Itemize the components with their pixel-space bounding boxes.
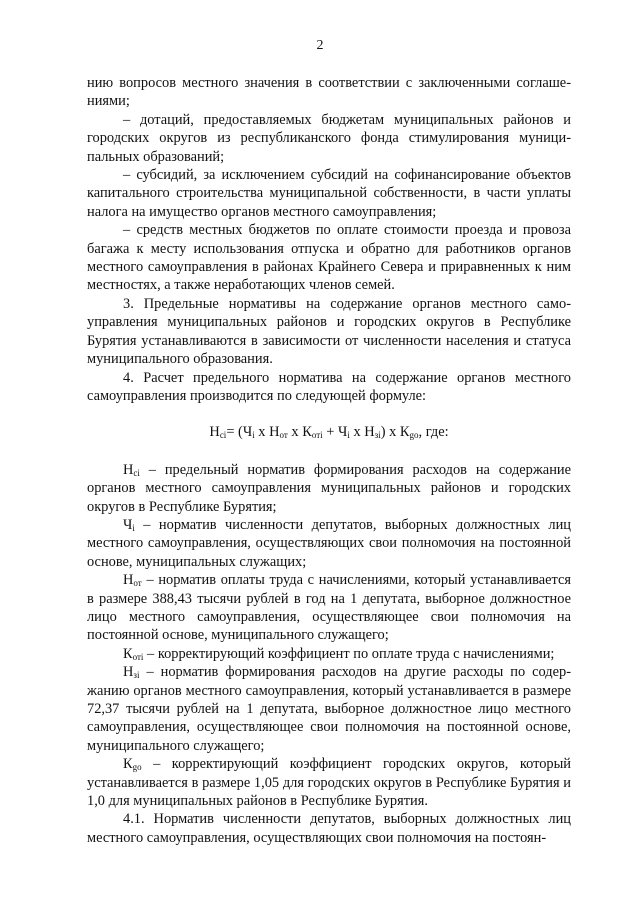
- definition-symbol: Н: [123, 572, 134, 589]
- formula-h3: Н: [364, 424, 375, 441]
- formula-sub-oti: отi: [311, 430, 323, 441]
- formula-k: К: [302, 424, 312, 441]
- formula-close: ): [380, 424, 386, 441]
- definition-subscript: i: [132, 522, 135, 533]
- definition-text: – корректирующий коэффициент городских округов, который устанавливается в размере 1,05 для городских округов в Республике Бурятия и 1,0 для муниципальных районов в Республике Бурятия.: [87, 756, 571, 810]
- definition-not: [87, 571, 571, 645]
- formula-times-4: х: [385, 424, 400, 441]
- definition-nzi: [87, 663, 571, 755]
- formula-sub-i2: i: [347, 430, 350, 441]
- formula-sub-zi: зi: [374, 430, 381, 441]
- formula-h: Н: [209, 424, 220, 441]
- definition-text: – норматив формирования расходов на другие расходы по содержанию органов местного самоуправления, который устанавливается в размере 72,37 тысячи рублей на 1 депутата, выборное должностное лицо местного самоуправления, осуществляющее свои полномочия на постоянной основе, муниципального служащего;: [87, 664, 571, 754]
- definition-text: – норматив численности депутатов, выборных должностных лиц местного самоуправления, осуществляющих свои полномочия на постоянной основе, муниципальных служащих;: [87, 516, 571, 570]
- definition-text: – предельный норматив формирования расходов на содержание органов местного самоуправления муниципальных районов и городских округов в Республике Бурятия;: [87, 461, 571, 515]
- formula-k2: К: [399, 424, 410, 441]
- definition-nci: [87, 461, 571, 516]
- paragraph-travel-expenses: – средств местных бюджетов по оплате стоимости проезда и провоза багажа к месту использования отпуска и обратно для работников органов местного самоуправления в районах Крайнего Севера и приравненных к ним местностях, а также неработающих членов семей.: [87, 222, 571, 294]
- paragraph-subsidies-capital: – субсидий, за исключением субсидий на софинансирование объектов капитального строительства муниципальной собственности, в части уплаты налога на имущество органов местного самоуправления;: [87, 167, 571, 220]
- formula-ch: Ч: [242, 424, 253, 441]
- definition-subscript: от: [133, 578, 142, 589]
- definition-text: – норматив оплаты труда с начислениями, который устанавливается в размере 388,43 тысячи рублей в год на 1 депутата, выборное должностное лицо местного самоуправления, осуществляющее свои полномочия на постоянной основе, муниципального служащего;: [87, 572, 571, 644]
- definition-symbol: Н: [123, 664, 134, 681]
- definition-symbol: К: [123, 645, 133, 662]
- definition-subscript: отi: [132, 651, 144, 662]
- definition-text: – корректирующий коэффициент по оплате труда с начислениями;: [143, 645, 555, 662]
- page-number: 2: [316, 38, 324, 53]
- formula-sub-ci: ci: [219, 430, 227, 441]
- formula-sub-i: i: [252, 430, 255, 441]
- formula-eq: = (: [226, 424, 243, 441]
- formula-h2: Н: [269, 424, 280, 441]
- formula-times-2: х: [287, 424, 303, 441]
- formula-times-1: х: [254, 424, 270, 441]
- definition-subscript: go: [132, 762, 142, 773]
- paragraph-continuation: нию вопросов местного значения в соответствии с заключенными соглашениями;: [87, 75, 571, 110]
- formula-tail: , где:: [418, 424, 449, 441]
- document-body: [87, 74, 571, 847]
- paragraph-item-4: 4. Расчет предельного норматива на содержание органов местного самоуправления производится по следующей формуле:: [87, 369, 571, 404]
- definition-koti: [87, 645, 571, 663]
- formula-times-3: х: [349, 424, 365, 441]
- definition-subscript: ci: [133, 467, 140, 478]
- formula-ch2: Ч: [337, 424, 348, 441]
- formula-plus: +: [322, 424, 338, 441]
- definition-symbol: Ч: [123, 516, 133, 533]
- formula-sub-ot: от: [279, 430, 288, 441]
- formula-sub-go: go: [409, 430, 419, 441]
- formula: [87, 423, 571, 441]
- paragraph-item-3: 3. Предельные нормативы на содержание органов местного самоуправления муниципальных районов и городских округов в Республике Бурятия устанавливаются в зависимости от численности населения и статуса муниципального образования.: [87, 295, 571, 368]
- paragraph-subsidies-dotations: – дотаций, предоставляемых бюджетам муниципальных районов и городских округов из республиканского фонда стимулирования муниципальных образований;: [87, 111, 571, 165]
- paragraph-item-4-1: 4.1. Норматив численности депутатов, выборных должностных лиц местного самоуправления, осуществляющих свои полномочия на постоян-: [87, 811, 571, 846]
- definition-symbol: К: [123, 756, 133, 773]
- definition-symbol: Н: [123, 461, 134, 478]
- definition-chi: [87, 516, 571, 571]
- definition-subscript: зi: [133, 670, 140, 681]
- definition-kgo: [87, 755, 571, 810]
